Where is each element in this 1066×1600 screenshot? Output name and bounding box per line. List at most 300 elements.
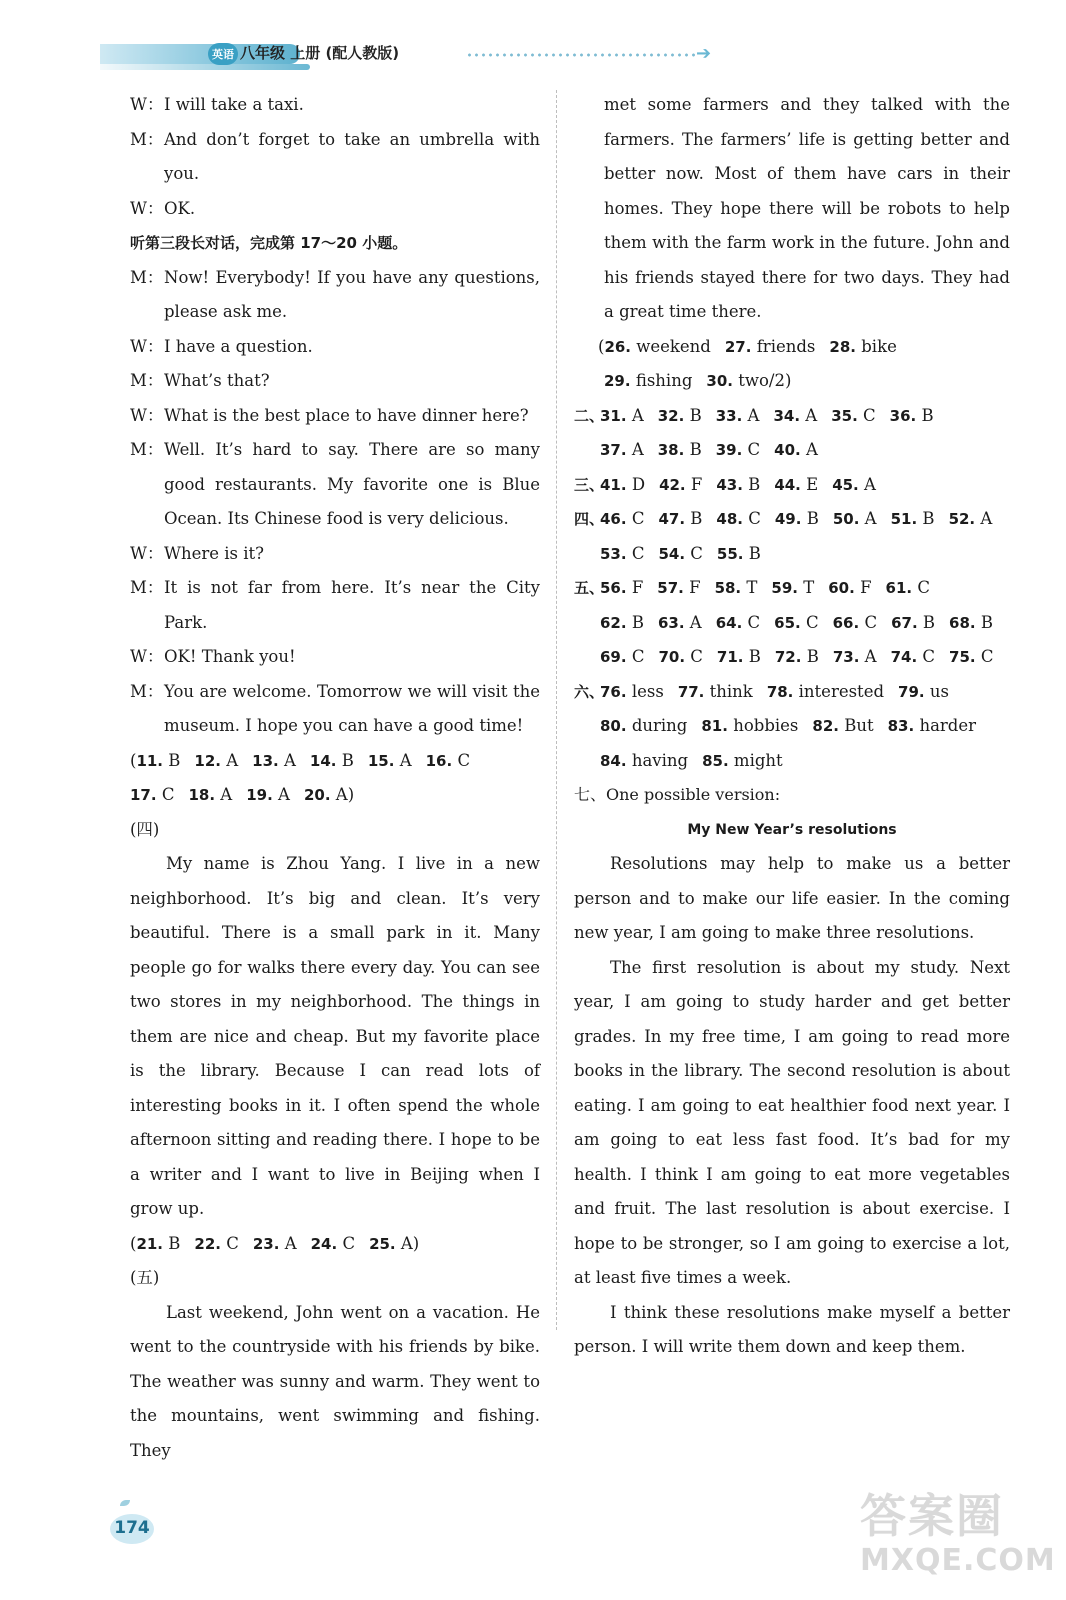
answer-number: 58. [714,579,742,597]
answer-sections [574,399,1010,779]
answer-paren: ( [598,336,605,356]
speaker-tag: M： [130,440,164,459]
answer-value: C [864,612,878,632]
header-dotted-line [466,53,696,57]
answer-value: C [342,1233,356,1253]
answer-item [891,606,935,641]
answer-number: 25. [369,1234,396,1253]
answer-item [890,399,934,434]
answer-item [658,433,702,468]
dialogue-line [130,88,540,123]
answer-number: 22. [194,1234,221,1253]
answer-number: 29. [604,372,631,390]
essay-paragraph: I think these resolutions make myself a better person. I will write them down and keep them. [574,1302,1010,1356]
dialogue-text: You are welcome. Tomorrow we will visit the museum. I hope you can have a good time! [164,681,540,735]
answer-item [891,640,935,675]
arrow-right-icon: ➔ [696,43,712,64]
dialogue-text: I have a question. [164,336,313,356]
answer-number: 61. [885,579,913,597]
answer-value: C [747,612,761,632]
answer-item [949,606,993,641]
answer-number: 21. [136,1234,164,1253]
answer-number: 43. [716,475,743,494]
answer-value: C [161,785,175,804]
answer-value: two/2) [738,371,792,390]
answer-number: 71. [716,648,744,666]
answer-value: B [806,647,819,666]
answer-value: might [733,750,783,770]
answer-number: 20. [303,786,331,804]
answer-item [600,606,644,641]
watermark-text: 答案圈 [860,1489,1004,1543]
answer-number: 26. [604,337,632,356]
answer-item [725,330,816,365]
answer-number: 46. [600,510,627,528]
answer-row [574,433,1010,468]
answer-value: B [806,509,819,528]
answer-number: 40. [774,441,801,459]
answer-number: 39. [715,441,743,459]
answer-item [252,744,296,779]
answer-item [702,744,783,779]
dialogue-text: What’s that? [164,371,270,390]
section-label: 六、 [574,682,605,701]
answer-value: A [220,785,233,804]
watermark-logo [860,1488,1056,1588]
answer-item [831,399,875,434]
dialogue-line [130,640,540,675]
answer-item [600,537,644,572]
answer-value: us [929,681,949,701]
answer-value: C [806,612,819,632]
answer-number: 77. [677,682,705,701]
answer-number: 49. [774,510,802,528]
answer-number: 69. [600,648,627,666]
page-number: 174 [110,1512,154,1544]
answer-item [194,744,238,779]
passage-5: Last weekend, John went on a vacation. He went to the countryside with his friends by bike. The weather was sunny and warm. They went to the mountains, went swimming and fishing. They [130,1302,540,1460]
answer-number: 65. [774,613,801,632]
answer-number: 84. [600,751,627,770]
answer-item [600,468,645,503]
answer-value: bike [861,336,897,356]
answer-number: 16. [425,751,453,770]
answer-value: C [631,647,645,666]
section-label: 四、 [574,510,605,528]
answer-value: C [980,647,994,666]
answer-value: A [399,750,412,770]
answer-item [833,640,877,675]
answer-number: 70. [658,648,686,666]
passage-4: My name is Zhou Yang. I live in a new neighborhood. It’s big and clean. It’s very beautiful. There is a small park in it. Many people go for walks there every day. You can see two stores in my neighborhood. The things in them are nice and cheap. But my favorite place is the library. Because I can read lots of interesting books in it. I often spend the whole afternoon sitting and reading there. I hope to be a writer and I want to live in Beijing when I grow up. [130,854,540,1218]
answer-number: 75. [949,648,976,666]
speaker-tag: W： [130,336,164,356]
answer-row [574,606,1010,641]
answer-value: D [631,474,646,494]
answer-number: 12. [194,751,221,770]
dialogue-text: And don’t forget to take an umbrella with you. [164,129,540,183]
answer-item [600,709,687,744]
answer-item [604,364,692,399]
answer-value: B [980,612,994,632]
speaker-tag: M： [130,129,164,149]
answer-paren: ( [130,750,137,770]
speaker-tag: M： [130,681,164,701]
answer-item [304,778,354,813]
answer-item [716,606,760,641]
answer-number: 30. [706,372,733,390]
answer-row [574,744,1010,779]
answer-number: 51. [890,510,918,528]
answer-item [829,330,896,365]
answer-item [253,1227,297,1262]
dialogue-line [130,330,540,365]
dialogue-text: It is not far from here. It’s near the City Park. [164,578,540,632]
answer-value: A) [400,1233,420,1253]
answer-value: A [806,440,818,459]
answer-item [833,502,877,537]
answer-value: B [168,750,181,770]
speaker-tag: W： [130,198,164,218]
answer-item [658,399,702,434]
dialogue-text: I will take a taxi. [164,95,304,114]
answer-item [774,433,818,468]
answer-value: hobbies [733,716,799,735]
answer-value: A [631,405,644,425]
dialogue-text: Well. It’s hard to say. There are so many good restaurants. My favorite one is Blue Ocean. Its Chinese food is very delicious. [164,440,540,528]
answer-value: A [980,509,993,528]
answer-number: 74. [890,648,918,666]
answer-value: weekend [636,336,711,356]
answer-item [773,399,817,434]
section-7-label: 七、One possible version: [574,785,781,804]
dialogue-text: Now! Everybody! If you have any questions, please ask me. [164,267,540,321]
answer-number: 13. [252,751,279,770]
answer-number: 36. [889,406,917,425]
answer-number: 44. [774,475,801,494]
speaker-tag: M： [130,267,164,287]
answer-item [194,1227,238,1262]
answer-item [600,433,644,468]
answer-number: 52. [948,510,976,528]
answer-number: 57. [657,579,684,597]
answer-value: A [864,647,877,666]
answer-value: having [631,750,689,770]
answer-item [717,537,761,572]
left-column [130,88,540,1468]
answer-value: B [921,405,934,425]
answer-item [767,675,884,710]
answer-value: C [917,578,930,597]
answers-26-28 [574,330,1010,365]
answer-value: F [631,578,644,597]
answer-item [771,571,814,606]
answer-number: 47. [658,510,686,528]
section-4-label: (四) [130,819,160,839]
answer-row [574,399,1010,434]
answer-value: A [631,440,644,459]
essay-paragraph: The first resolution is about my study. Next year, I am going to study harder and get better grades. In my free time, I am going to read more books in the library. The second resolution is about eating. I am going to eat healthier food next year. I am going to eat less fast food. It’s bad for my health. I think I am going to eat more vegetables and fruit. The last resolution is about exercise. I hope to be stronger, so I am going to exercise a lot, at least five times a week. [574,957,1010,1287]
answers-21-25 [130,1227,540,1262]
section-label: 五、 [574,579,605,597]
answer-paren: ( [130,1233,137,1253]
answer-value: T [803,578,815,597]
answer-item [130,1227,180,1262]
answer-item [886,571,930,606]
answer-item [706,364,791,399]
answer-value: C [631,509,645,528]
watermark-domain: MXQE.COM [860,1543,1056,1578]
answer-item [658,606,702,641]
answer-row [574,571,1010,606]
answer-item [774,468,818,503]
answer-row [574,675,1010,710]
dialogue-text: Where is it? [164,543,264,563]
answer-number: 14. [309,751,337,770]
answer-number: 62. [600,613,627,632]
answer-item [658,537,702,572]
leaf-icon [120,1500,130,1506]
answer-number: 28. [829,337,856,356]
answer-item [898,675,949,710]
answer-value: A [747,405,760,425]
answer-number: 55. [716,544,744,563]
answer-row [574,502,1010,537]
answer-value: C [690,647,703,666]
answer-number: 50. [832,510,860,528]
answer-item [717,640,761,675]
answer-item [368,744,412,779]
answer-item [888,709,976,744]
speaker-tag: W： [130,405,164,425]
answer-number: 41. [600,475,627,494]
answer-value: B [689,440,702,459]
answer-value: A [284,1233,297,1253]
dialogue-line [130,192,540,227]
answer-value: E [806,474,819,494]
answer-value: B [748,543,761,563]
answer-value: B [922,509,935,528]
answer-number: 34. [773,406,801,425]
answer-number: 72. [774,648,802,666]
dialogue-line [130,123,540,192]
answer-item [716,502,760,537]
answer-value: less [631,681,664,701]
answer-value: C [922,647,936,666]
answer-item [775,640,819,675]
speaker-tag: W： [130,647,164,666]
dialogue-3 [130,261,540,744]
answer-number: 19. [246,786,273,804]
answer-value: B [690,509,703,528]
answer-value: F [690,474,703,494]
answer-item [659,468,702,503]
answer-number: 80. [600,717,627,735]
answer-value: B [689,405,702,425]
answer-value: A [689,612,702,632]
dialogue-line [130,537,540,572]
answer-number: 76. [600,682,627,701]
answer-row [574,537,1010,572]
answer-item [310,744,354,779]
answer-number: 38. [657,441,685,459]
answer-item [701,709,798,744]
answer-number: 37. [600,441,627,459]
section-5-label: (五) [130,1268,160,1287]
answer-number: 68. [949,613,976,632]
essay-body [574,847,1010,1365]
answer-number: 63. [657,613,685,632]
dialogue-line [130,675,540,744]
answer-number: 24. [310,1234,338,1253]
header-decor-swoosh [100,64,310,70]
answer-value: harder [919,716,977,735]
answer-item [598,330,711,365]
answer-item [812,709,873,744]
answer-value: B [748,474,761,494]
answer-number: 81. [701,717,728,735]
dialogue-line [130,571,540,640]
answer-number: 45. [832,475,859,494]
column-divider [556,90,557,1330]
answer-value: fishing [635,371,693,390]
section-label: 二、 [574,406,605,425]
answer-number: 33. [715,406,743,425]
answer-value: F [689,578,701,597]
dialogue-text: OK. [164,198,196,218]
answer-item [130,778,174,813]
answer-number: 78. [766,682,794,701]
answer-value: F [860,578,872,597]
subject-badge: 英语 [208,43,238,65]
dialogue-text: What is the best place to have dinner here? [164,405,529,425]
section-label: 三、 [574,475,605,494]
answer-value: A) [335,785,355,804]
answer-number: 18. [188,786,216,804]
answer-value: C [226,1233,239,1253]
answer-value: A [283,750,296,770]
answer-number: 17. [130,786,157,804]
answer-number: 15. [367,751,395,770]
dialogue-line [130,399,540,434]
answers-11-16 [130,744,540,779]
dialogue-line [130,433,540,537]
answer-item [775,502,819,537]
answer-item [246,778,290,813]
speaker-tag: M： [130,578,164,597]
answer-item [600,640,644,675]
answer-number: 83. [887,717,915,735]
answer-item [678,675,753,710]
answer-item [600,744,688,779]
answer-item [716,433,760,468]
answer-value: C [863,405,876,425]
answer-value: B [341,750,354,770]
passage-5-continued: met some farmers and they talked with the farmers. The farmers’ life is getting better and better now. Most of them have cars in their homes. They hope there will be robots to help them with the farm work in the future. John and his friends stayed there for two days. They had a great time there. [604,95,1010,321]
answer-item [188,778,232,813]
answer-value: A [805,405,818,425]
answer-item [949,640,993,675]
answer-item [658,640,702,675]
answers-17-20 [130,778,540,813]
answer-value: B [748,647,761,666]
dialogue-line [130,364,540,399]
speaker-tag: W： [130,543,164,563]
answer-value: C [457,750,471,770]
answer-number: 73. [832,648,860,666]
answer-value: C [690,543,703,563]
speaker-tag: W： [130,95,164,114]
answers-29-30 [574,364,1010,399]
dialogue-2-end [130,88,540,226]
answer-item [130,744,180,779]
answer-item [833,606,877,641]
answer-value: B [922,612,936,632]
answer-row [574,640,1010,675]
answer-value: But [844,716,874,735]
answer-value: A [226,750,239,770]
answer-item [600,571,643,606]
answer-number: 59. [771,579,798,597]
answer-number: 56. [600,579,627,597]
essay-paragraph: Resolutions may help to make us a better person and to make our life easier. In the coming new year, I am going to make three resolutions. [574,854,1010,942]
answer-value: friends [756,336,816,356]
answer-item [600,675,664,710]
answer-number: 31. [600,406,627,425]
answer-number: 23. [252,1234,280,1253]
answer-item [832,468,876,503]
answer-value: A [864,509,877,528]
answer-item [774,606,818,641]
answer-item [600,399,644,434]
dialogue-text: OK! Thank you! [164,647,296,666]
speaker-tag: M： [130,371,164,390]
answer-value: C [631,543,645,563]
answer-item [658,502,702,537]
answer-value: T [746,578,758,597]
answer-item [369,1227,419,1262]
answer-number: 35. [831,406,858,425]
answer-row [574,468,1010,503]
answer-value: interested [798,681,885,701]
answer-number: 67. [891,613,918,632]
answer-item [311,1227,355,1262]
answer-item [828,571,871,606]
instruction-17-20: 听第三段长对话，完成第 17～20 小题。 [130,234,408,252]
answer-number: 82. [812,717,839,735]
answer-item [716,468,760,503]
answer-number: 11. [136,751,164,770]
answer-number: 64. [715,613,743,632]
answer-number: 48. [716,510,743,528]
page-header [100,34,720,80]
answer-value: B [168,1233,181,1253]
answer-number: 32. [657,406,685,425]
answer-number: 42. [659,475,686,494]
answer-value: during [631,716,688,735]
answer-value: C [747,440,761,459]
answer-value: think [709,681,753,701]
answer-number: 79. [898,682,925,701]
answer-item [716,399,760,434]
dialogue-line [130,261,540,330]
answer-row [574,709,1010,744]
answer-value: A [278,785,290,804]
book-title: 八年级 上册 (配人教版) [240,44,400,62]
answer-number: 54. [658,544,686,563]
answer-value: A [864,474,876,494]
right-column [574,88,1010,1365]
